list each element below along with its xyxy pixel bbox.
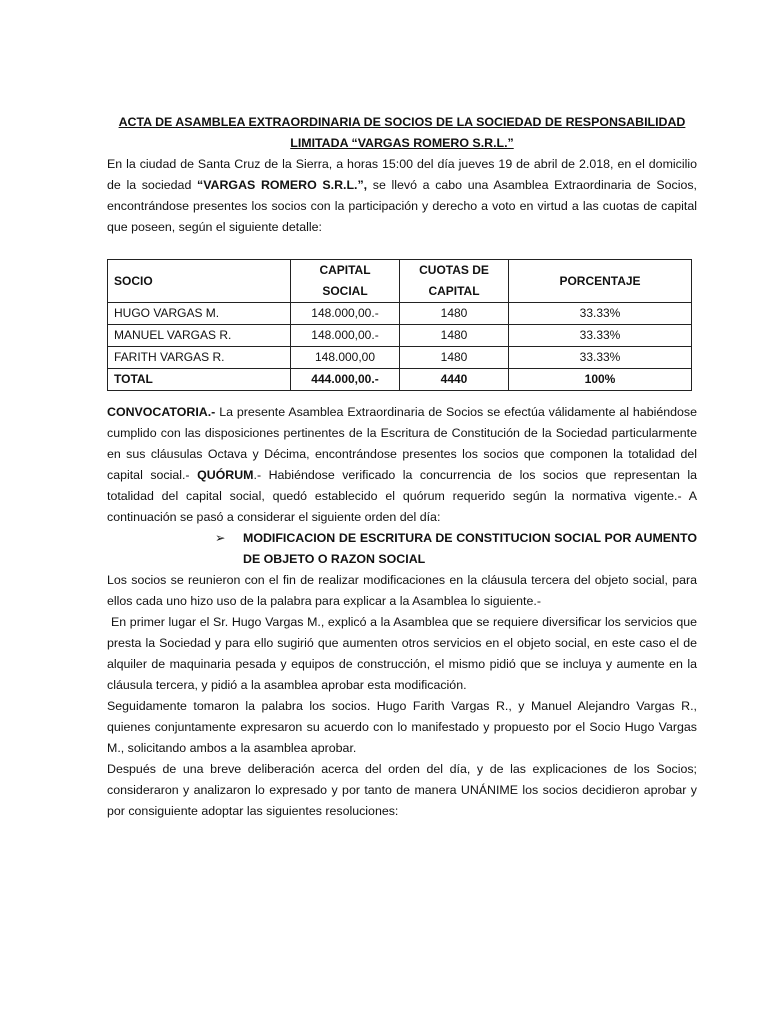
cell-socio: FARITH VARGAS R.: [108, 347, 291, 369]
cell-capital: 148.000,00.-: [291, 303, 400, 325]
convocatoria-label: CONVOCATORIA.-: [107, 405, 216, 419]
header-socio: SOCIO: [108, 260, 291, 303]
total-capital: 444.000,00.-: [291, 369, 400, 391]
header-capital: CAPITAL SOCIAL: [291, 260, 400, 303]
cell-porcentaje: 33.33%: [509, 325, 692, 347]
document-title: [107, 112, 697, 154]
convocatoria-paragraph: [107, 402, 697, 528]
company-name: “VARGAS ROMERO S.R.L.”,: [197, 178, 368, 192]
total-cuotas: 4440: [400, 369, 509, 391]
partners-table: [107, 259, 692, 391]
body-paragraph-4: Después de una breve deliberación acerca del orden del día, y de las explicaciones de los Socios; consideraron y analizaron lo expresado y por tanto de manera UNÁNIME los socios decidieron aprobar y por consiguiente adoptar las siguientes resoluciones:: [107, 762, 697, 818]
table-total-row: [108, 369, 692, 391]
cell-cuotas: 1480: [400, 347, 509, 369]
quorum-label: QUÓRUM: [197, 468, 254, 482]
convocatoria-text-1: La presente Asamblea Extraordinaria de Socios se efectúa válidamente al habiéndose cumplido con las disposiciones pertinentes de la Escritura de Constitución de la Sociedad particularmente en sus cláusulas Octava y Décima, encontrándose presentes los socios que componen la totalidad del capital social.-: [107, 405, 697, 482]
intro-paragraph: [107, 154, 697, 238]
body-paragraph-1: Los socios se reunieron con el fin de realizar modificaciones en la cláusula tercera del objeto social, para ellos cada uno hizo uso de la palabra para explicar a la Asamblea lo siguiente.-: [107, 573, 697, 608]
intro-text-1: En la ciudad de Santa Cruz de la Sierra, a horas 15:00 del día jueves 19 de abril de 2.018, en el domicilio de la sociedad: [107, 157, 697, 192]
total-label: TOTAL: [108, 369, 291, 391]
arrow-bullet-icon: ➢: [215, 531, 226, 545]
document-content: [107, 112, 697, 822]
total-porcentaje: 100%: [509, 369, 692, 391]
cell-socio: HUGO VARGAS M.: [108, 303, 291, 325]
cell-cuotas: 1480: [400, 303, 509, 325]
intro-text-2: se llevó a cabo una Asamblea Extraordinaria de Socios, encontrándose presentes los socios con la participación y derecho a voto en virtud a las cuotas de capital que poseen, según el siguiente detalle:: [107, 178, 697, 234]
cell-socio: MANUEL VARGAS R.: [108, 325, 291, 347]
cell-porcentaje: 33.33%: [509, 303, 692, 325]
title-line-2: LIMITADA “VARGAS ROMERO S.R.L.”: [290, 136, 514, 150]
header-cuotas: CUOTAS DE CAPITAL: [400, 260, 509, 303]
body-paragraph-2: En primer lugar el Sr. Hugo Vargas M., explicó a la Asamblea que se requiere diversificar los servicios que presta la Sociedad y para ello sugirió que aumenten otros servicios en el objeto social, en este caso el de alquiler de maquinaria pesada y equipos de construcción, el mismo pidió que se incluya y aumente en la cláusula tercera, y pidió a la asamblea aprobar esta modificación.: [107, 615, 697, 692]
cell-capital: 148.000,00.-: [291, 325, 400, 347]
agenda-item-text: MODIFICACION DE ESCRITURA DE CONSTITUCION SOCIAL POR AUMENTO DE OBJETO O RAZON SOCIAL: [243, 531, 697, 566]
table-header-row: [108, 260, 692, 303]
header-porcentaje: PORCENTAJE: [509, 260, 692, 303]
convocatoria-text-2: .- Habiéndose verificado la concurrencia de los socios que representan la totalidad del capital social, quedó establecido el quórum requerido según la normativa vigente.- A continuación se pasó a considerar el siguiente orden del día:: [107, 468, 697, 524]
table-row: [108, 325, 692, 347]
cell-cuotas: 1480: [400, 325, 509, 347]
agenda-item: [215, 528, 697, 570]
body-paragraph-3: Seguidamente tomaron la palabra los socios. Hugo Farith Vargas R., y Manuel Alejandro Vargas R., quienes conjuntamente expresaron su acuerdo con lo manifestado y propuesto por el Socio Hugo Vargas M., solicitando ambos a la asamblea aprobar.: [107, 699, 697, 755]
table-row: [108, 303, 692, 325]
cell-porcentaje: 33.33%: [509, 347, 692, 369]
title-line-1: ACTA DE ASAMBLEA EXTRAORDINARIA DE SOCIOS DE LA SOCIEDAD DE RESPONSABILIDAD: [118, 115, 686, 129]
table-row: [108, 347, 692, 369]
cell-capital: 148.000,00: [291, 347, 400, 369]
